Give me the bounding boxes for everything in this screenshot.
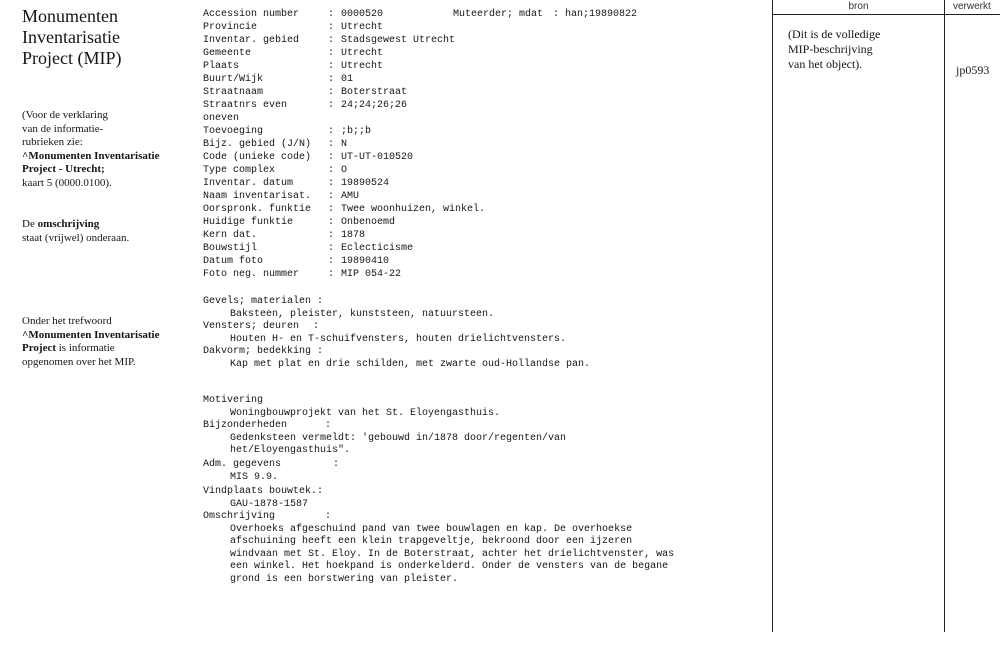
section-text: Overhoeks afgeschuind pand van twee bouwlagen en kap. De overhoekse — [230, 523, 633, 535]
note-text: De — [22, 218, 38, 230]
note-line: (Voor de verklaring — [22, 109, 108, 121]
section-label: Motivering — [203, 395, 264, 406]
field-label: Plaats — [203, 61, 240, 72]
note-line: Onder het trefwoord — [22, 315, 112, 327]
bron-line: MIP-beschrijving — [788, 42, 873, 56]
note-bold-line: ^Monumenten Inventarisatie — [22, 149, 160, 162]
section-text: GAU-1878-1587 — [230, 498, 309, 510]
field-label: Kern dat. — [203, 230, 258, 241]
note-bold-text: ^Monumenten Inventarisatie — [22, 328, 160, 341]
field-label: Bijz. gebied (J/N) — [203, 139, 312, 150]
field-label: Provincie — [203, 22, 258, 33]
note-text: is informatie — [56, 342, 115, 354]
field-value: 19890524 — [341, 178, 390, 189]
section-label: Omschrijving — [203, 511, 276, 522]
section-label: Vensters; deuren — [203, 321, 300, 332]
field-label: Code (unieke code) — [203, 152, 312, 163]
title-line: Inventarisatie — [22, 27, 120, 47]
source-panel — [772, 0, 1000, 632]
section-omschrijving: Omschrijving : Overhoeks afgeschuind pand van twee bouwlagen en kap. De overhoekse afschuining heeft een klein trapgeveltje, bekroond door een ijzeren windvaan met St. Eloy. In de Boterstraat, achter het drielichtvenster, was een winkel. Het hoekpand is onderkelderd. Onder de vensters van de begane grond is een borstwering van pleister. — [203, 511, 675, 585]
field-label: Naam inventarisat. — [203, 191, 312, 202]
section-text: Kap met plat en drie schilden, met zwarte oud-Hollandse pan. — [230, 358, 591, 370]
field-label: Straatnrs even — [203, 100, 288, 111]
field-value: 19890410 — [341, 256, 390, 267]
mutator-label: Muteerder; mdat — [453, 9, 544, 20]
field-value: ;b;;b — [341, 126, 372, 137]
field-value: 24;24;26;26 — [341, 100, 408, 111]
field-value: UT-UT-010520 — [341, 152, 414, 163]
section-label: Bijzonderheden — [203, 420, 288, 431]
field-label: Huidige funktie — [203, 217, 294, 228]
field-value: 0000520 — [341, 9, 384, 20]
mutator-value: han;19890822 — [565, 9, 638, 20]
section-label: Gevels; materialen — [203, 296, 312, 307]
field-value: N — [341, 139, 348, 150]
note-bold-text: Project — [22, 342, 56, 354]
note-line: rubrieken zie: — [22, 136, 83, 148]
field-label: Accession number — [203, 9, 300, 20]
field-value: O — [341, 165, 348, 176]
field-label: Oorspronk. funktie — [203, 204, 312, 215]
field-value: Stadsgewest Utrecht — [341, 35, 456, 46]
section-text: Gedenksteen vermeldt: 'gebouwd in/1878 door/regenten/van — [230, 432, 567, 444]
section-text: Houten H- en T-schuifvensters, houten drielichtvensters. — [230, 333, 567, 345]
field-value: AMU — [341, 191, 360, 202]
field-value: Boterstraat — [341, 87, 408, 98]
bron-line: (Dit is de volledige — [788, 27, 881, 41]
section-vensters: Vensters; deuren : Houten H- en T-schuifvensters, houten drielichtvensters. — [203, 321, 567, 345]
section-text: Baksteen, pleister, kunststeen, natuursteen. — [230, 308, 495, 320]
reference-note — [22, 109, 187, 190]
section-bijzonderheden: Bijzonderheden : Gedenksteen vermeldt: 'gebouwd in/1878 door/regenten/van het/Eloyengasthuis". — [203, 420, 567, 456]
bron-text — [788, 27, 880, 72]
field-label: Straatnaam — [203, 87, 264, 98]
field-label: Buurt/Wijk — [203, 74, 264, 85]
section-text: een winkel. Het hoekpand is onderkelderd. Onder de vensters van de begane — [230, 561, 669, 572]
field-label: Datum foto — [203, 256, 264, 267]
section-dakvorm: Dakvorm; bedekking : Kap met plat en drie schilden, met zwarte oud-Hollandse pan. — [203, 346, 591, 370]
section-vindplaats: Vindplaats bouwtek.: GAU-1878-1587 — [203, 486, 324, 510]
section-label: Vindplaats bouwtek. — [203, 486, 318, 497]
field-value: 1878 — [341, 230, 366, 241]
field-value: Twee woonhuizen, winkel. — [341, 204, 486, 215]
field-value: Utrecht — [341, 48, 384, 59]
field-value: Eclecticisme — [341, 243, 414, 254]
section-text: het/Eloyengasthuis". — [230, 445, 351, 456]
section-text: MIS 9.9. — [230, 471, 279, 483]
field-value: MIP 054-22 — [341, 269, 402, 280]
section-gevels: Gevels; materialen : Baksteen, pleister, kunststeen, natuursteen. — [203, 296, 495, 320]
section-text: grond is een borstwering van pleister. — [230, 573, 459, 585]
document-title — [22, 6, 182, 69]
header-bron: bron — [848, 1, 869, 12]
field-label: Toevoeging — [203, 126, 264, 137]
field-label: Inventar. datum — [203, 178, 294, 189]
field-value: Utrecht — [341, 22, 384, 33]
column-divider — [944, 0, 945, 632]
section-text: afschuining heeft een klein trapgeveltje, bekroond door een ijzeren — [230, 536, 633, 547]
note-bold-text: omschrijving — [37, 218, 100, 230]
field-label: oneven — [203, 113, 240, 124]
title-line: Monumenten — [22, 6, 118, 26]
field-label: Bouwstijl — [203, 243, 258, 254]
keyword-note — [22, 315, 187, 369]
section-label: Adm. gegevens — [203, 459, 282, 470]
note-bold-line: Project - Utrecht; — [22, 163, 105, 175]
header-divider — [773, 14, 1000, 15]
field-value: Utrecht — [341, 61, 384, 72]
header-verwerkt: verwerkt — [953, 1, 991, 12]
field-label: Foto neg. nummer — [203, 269, 300, 280]
note-line: kaart 5 (0000.0100). — [22, 176, 112, 189]
title-line: Project (MIP) — [22, 48, 122, 68]
note-line: van de informatie- — [22, 122, 104, 135]
field-value: 01 — [341, 74, 354, 85]
note-line: staat (vrijwel) onderaan. — [22, 231, 130, 244]
note-line: opgenomen over het MIP. — [22, 355, 136, 368]
field-value: Onbenoemd — [341, 217, 396, 228]
bron-line: van het object). — [788, 57, 863, 71]
description-note — [22, 218, 187, 245]
field-label: Gemeente — [203, 48, 252, 59]
section-text: windvaan met St. Eloy. In de Boterstraat, achter het drielichtvenster, was — [230, 548, 675, 560]
field-label: Inventar. gebied — [203, 35, 300, 46]
verwerkt-value: jp0593 — [956, 63, 990, 77]
section-text: Woningbouwprojekt van het St. Eloyengasthuis. — [230, 407, 501, 419]
section-adm: Adm. gegevens : MIS 9.9. — [203, 459, 340, 483]
section-motivering — [203, 395, 500, 420]
field-label: Type complex — [203, 165, 276, 176]
section-label: Dakvorm; bedekking — [203, 346, 312, 357]
